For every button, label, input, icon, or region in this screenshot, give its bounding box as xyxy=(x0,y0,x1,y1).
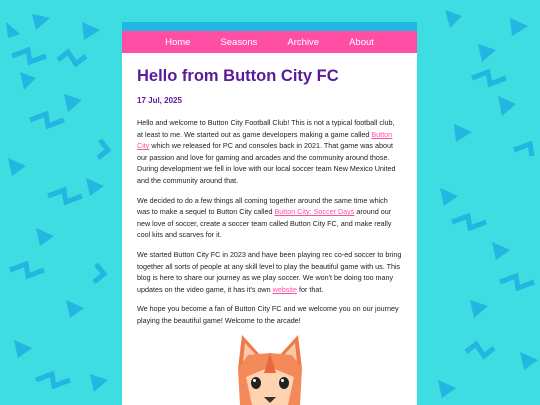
post-paragraph-3 xyxy=(137,249,402,295)
post-paragraph-1 xyxy=(137,117,402,187)
p3-text-after: for that. xyxy=(297,284,324,294)
soccer-days-link[interactable]: Button City: Soccer Days xyxy=(274,207,355,217)
nav-seasons-link[interactable]: Seasons xyxy=(220,36,258,48)
post-title: Hello from Button City FC xyxy=(137,67,339,85)
nav-home-link[interactable]: Home xyxy=(165,36,191,48)
p1-text-before: Hello and welcome to Button City Football Club! This is not a typical football club, at least to me. We started out as game developers making a game called xyxy=(137,118,395,139)
nav-archive-link[interactable]: Archive xyxy=(287,36,320,48)
website-link[interactable]: website xyxy=(272,284,297,294)
nav-about-link[interactable]: About xyxy=(349,36,374,48)
button-city-link[interactable]: Button City xyxy=(137,129,393,151)
post-paragraph-2 xyxy=(137,195,402,241)
p1-text-after: which we released for PC and consoles back in 2021. That game was about our passion and love for gaming and arcades and the community around those. During development we fell in love with our local soccer team New Mexico United and the community around that. xyxy=(137,141,396,185)
post-content xyxy=(122,53,417,327)
fox-mascot-image xyxy=(230,333,310,405)
p2-text-after: around our new love of soccer, create a soccer team called Button City FC, and make really cool kits and scarves for it. xyxy=(137,207,392,240)
post-date: 17 Jul, 2025 xyxy=(137,96,182,105)
post-body xyxy=(137,117,402,327)
nav-bar xyxy=(122,31,417,53)
p2-text-before: We decided to do a few things all coming together around the same time which was to make a sequel to Button City called xyxy=(137,195,388,217)
header-strip xyxy=(122,22,417,31)
p3-text-before: We started Button City FC in 2023 and have been playing rec co-ed soccer to bring together all sorts of people at any skill level to play the beautiful game with us. This blog is here to share our journey as we play soccer. We won't be doing too many updates on the video game, it has it's own xyxy=(137,249,402,294)
post-paragraph-4: We hope you become a fan of Button City FC and we welcome you on our journey playing the beautiful game! Welcome to the arcade! xyxy=(137,304,399,325)
page-card xyxy=(122,22,417,405)
